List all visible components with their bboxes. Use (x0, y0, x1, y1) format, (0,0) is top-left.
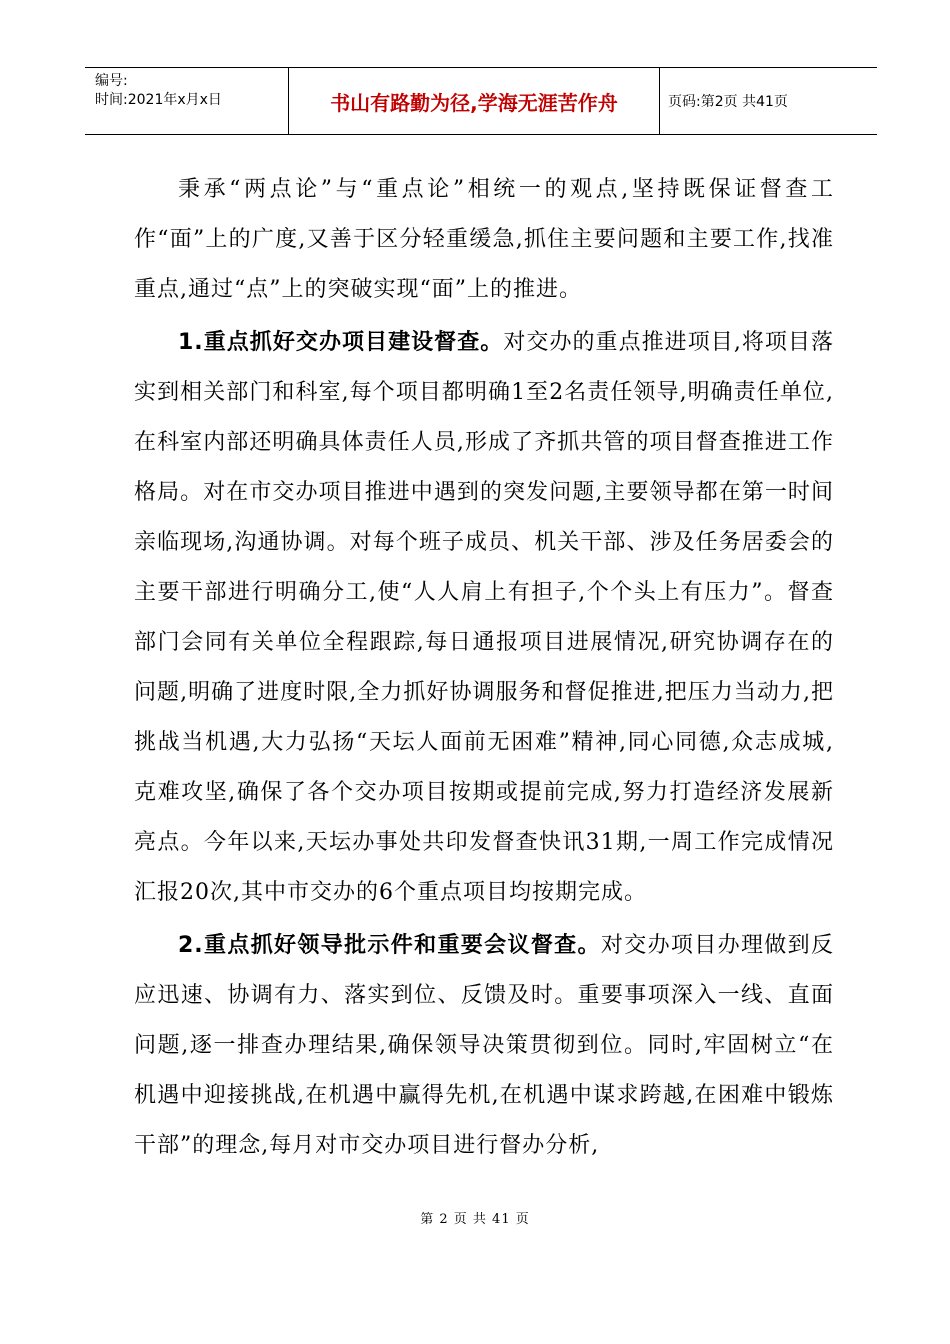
header-motto: 书山有路勤为径,学海无涯苦作舟 (288, 68, 660, 134)
section-heading: 2.重点抓好领导批示件和重要会议督查。 (178, 933, 601, 958)
document-number-label: 编号: (95, 73, 128, 89)
paragraph-intro (134, 165, 834, 315)
paragraph-text: 秉承“两点论”与“重点论”相统一的观点,坚持既保证督查工作“面”上的广度,又善于区分轻重缓急,抓住主要问题和主要工作,找准重点,通过“点”上的突破实现“面”上的推进。 (134, 177, 834, 302)
header-page-number: 页码:第2页 共41页 (668, 94, 788, 110)
paragraph-text: 对交办项目办理做到反应迅速、协调有力、落实到位、反馈及时。重要事项深入一线、直面问题,逐一排查办理结果,确保领导决策贯彻到位。同时,牢固树立“在机遇中迎接挑战,在机遇中赢得先机,在机遇中谋求跨越,在困难中锻炼干部”的理念,每月对市交办项目进行督办分析, (134, 933, 834, 1158)
document-body (134, 165, 834, 1174)
page-header (85, 67, 877, 135)
document-time-label: 时间:2021年x月x日 (95, 92, 222, 108)
paragraph-text: 对交办的重点推进项目,将项目落实到相关部门和科室,每个项目都明确1至2名责任领导,明确责任单位,在科室内部还明确具体责任人员,形成了齐抓共管的项目督查推进工作格局。对在市交办项目推进中遇到的突发问题,主要领导都在第一时间亲临现场,沟通协调。对每个班子成员、机关干部、涉及任务居委会的主要干部进行明确分工,使“人人肩上有担子,个个头上有压力”。督查部门会同有关单位全程跟踪,每日通报项目进展情况,研究协调存在的问题,明确了进度时限,全力抓好协调服务和督促推进,把压力当动力,把挑战当机遇,大力弘扬“天坛人面前无困难”精神,同心同德,众志成城,克难攻坚,确保了各个交办项目按期或提前完成,努力打造经济发展新亮点。今年以来,天坛办事处共印发督查快讯31期,一周工作完成情况汇报20次,其中市交办的6个重点项目均按期完成。 (134, 330, 835, 905)
paragraph-section-2 (134, 921, 834, 1171)
section-heading: 1.重点抓好交办项目建设督查。 (178, 330, 504, 355)
header-meta (85, 68, 288, 134)
paragraph-section-1 (134, 318, 834, 918)
page-footer: 第 2 页 共 41 页 (420, 1212, 530, 1227)
